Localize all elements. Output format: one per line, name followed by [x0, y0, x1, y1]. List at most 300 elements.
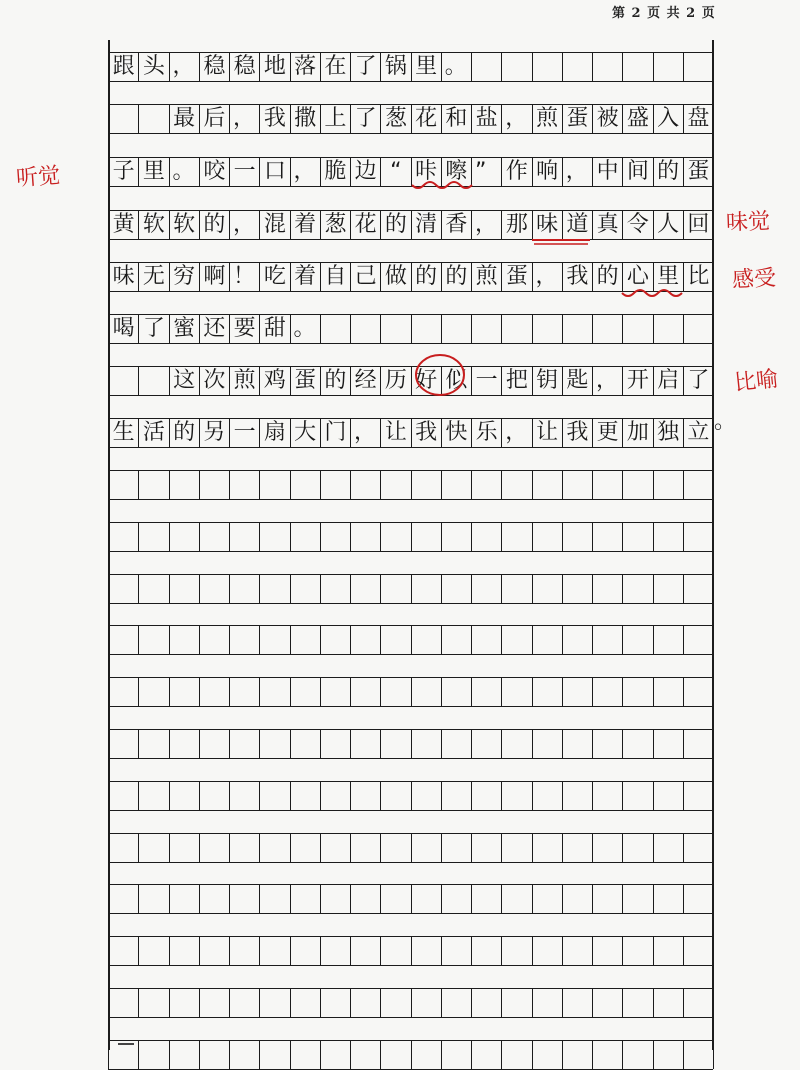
grid-cell [563, 730, 593, 758]
grid-cell [321, 626, 351, 654]
grid-cell [442, 471, 472, 499]
grid-row-empty [108, 833, 713, 863]
grid-cell: 扇 [260, 419, 290, 447]
grid-cell [170, 1041, 200, 1069]
grid-cell [563, 989, 593, 1017]
grid-cell: 了 [139, 315, 169, 343]
grid-row-empty [108, 988, 713, 1018]
grid-cell [533, 989, 563, 1017]
grid-cell [472, 315, 502, 343]
grid-cell [109, 678, 139, 706]
grid-cell [563, 885, 593, 913]
grid-cell [684, 678, 714, 706]
grid-cell: 软 [170, 211, 200, 239]
grid-cell: 令 [623, 211, 653, 239]
footer-tick [118, 1043, 134, 1051]
grid-cell [502, 523, 532, 551]
grid-cell: 一 [472, 367, 502, 395]
grid-cell: 蜜 [170, 315, 200, 343]
grid-cell [230, 885, 260, 913]
grid-cell [260, 782, 290, 810]
grid-cell [442, 523, 472, 551]
grid-cell [533, 53, 563, 81]
grid-cell [260, 471, 290, 499]
grid-cell [684, 523, 714, 551]
grid-cell: 后 [200, 105, 230, 133]
grid-cell [593, 834, 623, 862]
annotation-taste: 味觉 [725, 209, 771, 236]
grid-cell: 经 [351, 367, 381, 395]
grid-cell [139, 1041, 169, 1069]
grid-cell: 这 [170, 367, 200, 395]
grid-cell [533, 885, 563, 913]
grid-cell [351, 782, 381, 810]
grid-cell [230, 782, 260, 810]
grid-cell [472, 1041, 502, 1069]
grid-cell [291, 937, 321, 965]
grid-cell: 里 [654, 263, 684, 291]
grid-cell [381, 730, 411, 758]
grid-cell [321, 937, 351, 965]
grid-cell: ， [351, 419, 381, 447]
grid-cell [623, 782, 653, 810]
grid-cell: 好 [412, 367, 442, 395]
grid-cell [139, 989, 169, 1017]
grid-cell: ， [502, 419, 532, 447]
grid-cell [351, 523, 381, 551]
grid-cell [139, 885, 169, 913]
grid-cell [412, 782, 442, 810]
grid-cell [139, 367, 169, 395]
grid-cell [563, 471, 593, 499]
grid-cell: ， [170, 53, 200, 81]
grid-cell: 。 [442, 53, 472, 81]
grid-cell [381, 1041, 411, 1069]
grid-cell [593, 782, 623, 810]
annotation-metaphor: 比喻 [733, 366, 780, 397]
grid-cell [139, 782, 169, 810]
grid-cell: 了 [351, 105, 381, 133]
grid-cell: 煎 [230, 367, 260, 395]
grid-cell: 口 [260, 158, 290, 186]
grid-cell [230, 834, 260, 862]
grid-cell: 蛋 [291, 367, 321, 395]
grid-cell [593, 1041, 623, 1069]
grid-cell [412, 575, 442, 603]
grid-cell [321, 885, 351, 913]
grid-cell [472, 471, 502, 499]
grid-cell [623, 1041, 653, 1069]
grid-cell: 我 [412, 419, 442, 447]
grid-cell [472, 834, 502, 862]
grid-cell: 喝 [109, 315, 139, 343]
grid-cell [442, 575, 472, 603]
grid-cell: 乐 [472, 419, 502, 447]
grid-cell [654, 885, 684, 913]
grid-cell [623, 575, 653, 603]
grid-cell [200, 885, 230, 913]
grid-cell [442, 678, 472, 706]
grid-cell [502, 53, 532, 81]
grid-cell [502, 885, 532, 913]
grid-cell [533, 315, 563, 343]
grid-cell [291, 989, 321, 1017]
grid-cell [472, 782, 502, 810]
grid-cell [381, 471, 411, 499]
grid-cell: 加 [623, 419, 653, 447]
grid-cell: 让 [533, 419, 563, 447]
grid-cell [502, 782, 532, 810]
grid-cell: 锅 [381, 53, 411, 81]
grid-cell: 穷 [170, 263, 200, 291]
grid-cell: 作 [502, 158, 532, 186]
grid-cell [139, 678, 169, 706]
grid-cell [442, 782, 472, 810]
grid-cell: 一 [230, 419, 260, 447]
grid-cell: 的 [381, 211, 411, 239]
grid-cell [139, 523, 169, 551]
grid-cell [381, 937, 411, 965]
grid-cell [623, 315, 653, 343]
grid-cell [200, 730, 230, 758]
grid-cell [200, 523, 230, 551]
grid-cell [593, 937, 623, 965]
grid-cell: 脆 [321, 158, 351, 186]
grid-cell [291, 885, 321, 913]
grid-cell: 葱 [321, 211, 351, 239]
grid-cell: 嚓 [442, 158, 472, 186]
grid-row-empty [108, 522, 713, 552]
grid-cell: 混 [260, 211, 290, 239]
grid-cell: 我 [563, 263, 593, 291]
grid-row-empty [108, 884, 713, 914]
grid-cell [230, 937, 260, 965]
grid-cell [472, 730, 502, 758]
grid-cell [442, 937, 472, 965]
grid-cell [139, 626, 169, 654]
grid-cell [472, 626, 502, 654]
grid-cell [563, 937, 593, 965]
grid-cell: 我 [563, 419, 593, 447]
grid-cell [472, 575, 502, 603]
grid-cell: 把 [502, 367, 532, 395]
grid-cell [200, 989, 230, 1017]
grid-cell [109, 730, 139, 758]
grid-cell: 在 [321, 53, 351, 81]
grid-cell: 盐 [472, 105, 502, 133]
grid-cell [593, 471, 623, 499]
grid-cell [230, 1041, 260, 1069]
grid-cell [200, 937, 230, 965]
grid-cell [351, 315, 381, 343]
grid-cell: 让 [381, 419, 411, 447]
grid-cell [139, 105, 169, 133]
grid-cell [623, 678, 653, 706]
grid-cell [200, 575, 230, 603]
grid-cell [351, 575, 381, 603]
grid-cell [442, 1041, 472, 1069]
grid-cell [654, 575, 684, 603]
grid-cell [563, 626, 593, 654]
grid-cell [381, 315, 411, 343]
grid-cell [684, 730, 714, 758]
grid-cell [412, 523, 442, 551]
grid-cell [502, 575, 532, 603]
grid-cell [321, 1041, 351, 1069]
grid-cell [472, 53, 502, 81]
grid-cell [381, 575, 411, 603]
grid-cell [351, 626, 381, 654]
grid-cell [563, 523, 593, 551]
grid-cell [442, 626, 472, 654]
grid-cell [170, 989, 200, 1017]
grid-cell: ， [533, 263, 563, 291]
grid-cell [442, 834, 472, 862]
grid-cell [291, 782, 321, 810]
grid-cell: 的 [412, 263, 442, 291]
grid-cell [381, 782, 411, 810]
grid-cell [563, 1041, 593, 1069]
grid-cell: 咬 [200, 158, 230, 186]
grid-cell [412, 626, 442, 654]
grid-cell: 自 [321, 263, 351, 291]
grid-cell: 了 [684, 367, 714, 395]
grid-cell: 历 [381, 367, 411, 395]
grid-cell [654, 1041, 684, 1069]
grid-cell [291, 523, 321, 551]
grid-cell [623, 834, 653, 862]
grid-cell [139, 471, 169, 499]
grid-cell: 。 [291, 315, 321, 343]
grid-cell: 地 [260, 53, 290, 81]
grid-cell [321, 678, 351, 706]
grid-cell: 蛋 [684, 158, 714, 186]
annotation-feeling: 感受 [731, 265, 777, 294]
grid-cell: 甜 [260, 315, 290, 343]
grid-cell [502, 834, 532, 862]
grid-cell [321, 575, 351, 603]
grid-cell [230, 989, 260, 1017]
grid-cell [684, 834, 714, 862]
grid-cell [170, 523, 200, 551]
grid-cell [623, 523, 653, 551]
grid-row-written [108, 157, 713, 187]
grid-cell: 撒 [291, 105, 321, 133]
grid-cell: ” [472, 158, 502, 186]
grid-cell: 盛 [623, 105, 653, 133]
grid-cell [593, 678, 623, 706]
grid-cell: 回 [684, 211, 714, 239]
grid-cell: 和 [442, 105, 472, 133]
grid-cell [502, 678, 532, 706]
grid-row-empty [108, 470, 713, 500]
grid-cell: ， [472, 211, 502, 239]
grid-cell [291, 1041, 321, 1069]
grid-cell: 还 [200, 315, 230, 343]
grid-cell [381, 626, 411, 654]
grid-cell [351, 471, 381, 499]
grid-cell [593, 53, 623, 81]
grid-cell: 花 [351, 211, 381, 239]
grid-cell [230, 730, 260, 758]
grid-cell [109, 782, 139, 810]
grid-cell: 立 [684, 419, 714, 447]
grid-cell [502, 989, 532, 1017]
grid-cell [381, 834, 411, 862]
grid-cell [170, 885, 200, 913]
grid-cell [200, 678, 230, 706]
grid-cell [442, 885, 472, 913]
grid-cell: 匙 [563, 367, 593, 395]
grid-cell: 道 [563, 211, 593, 239]
grid-cell: 真 [593, 211, 623, 239]
grid-cell [291, 575, 321, 603]
grid-row-empty [108, 625, 713, 655]
grid-cell: 味 [109, 263, 139, 291]
grid-cell [623, 626, 653, 654]
grid-cell [412, 834, 442, 862]
grid-cell: 边 [351, 158, 381, 186]
grid-cell: 人 [654, 211, 684, 239]
grid-cell [260, 678, 290, 706]
grid-cell [563, 834, 593, 862]
grid-cell [230, 575, 260, 603]
grid-cell [321, 523, 351, 551]
annotation-hearing: 听觉 [15, 163, 61, 192]
grid-cell [623, 937, 653, 965]
grid-cell [684, 989, 714, 1017]
grid-cell: 那 [502, 211, 532, 239]
grid-cell: 盘 [684, 105, 714, 133]
grid-cell [200, 782, 230, 810]
grid-cell [654, 730, 684, 758]
grid-cell [623, 885, 653, 913]
grid-cell [260, 730, 290, 758]
grid-cell: 花 [412, 105, 442, 133]
grid-cell: 做 [381, 263, 411, 291]
grid-cell [170, 834, 200, 862]
grid-cell [381, 523, 411, 551]
grid-cell [321, 989, 351, 1017]
grid-cell: 煎 [533, 105, 563, 133]
grid-cell: 启 [654, 367, 684, 395]
grid-cell [442, 989, 472, 1017]
grid-cell [109, 523, 139, 551]
grid-row-empty [108, 1040, 713, 1070]
grid-cell [533, 471, 563, 499]
grid-cell: 。 [170, 158, 200, 186]
grid-cell [170, 678, 200, 706]
grid-cell: 香 [442, 211, 472, 239]
grid-cell [109, 937, 139, 965]
grid-cell [533, 523, 563, 551]
grid-cell: 似 [442, 367, 472, 395]
grid-cell [684, 885, 714, 913]
grid-cell [533, 834, 563, 862]
grid-cell [109, 367, 139, 395]
grid-cell [654, 678, 684, 706]
grid-cell: 无 [139, 263, 169, 291]
grid-cell [563, 782, 593, 810]
grid-cell [230, 471, 260, 499]
grid-cell: 咔 [412, 158, 442, 186]
grid-cell [593, 885, 623, 913]
grid-cell: 鸡 [260, 367, 290, 395]
grid-cell [200, 834, 230, 862]
grid-cell [684, 782, 714, 810]
grid-cell [502, 1041, 532, 1069]
grid-cell: 了 [351, 53, 381, 81]
grid-cell: 蛋 [563, 105, 593, 133]
grid-cell [139, 937, 169, 965]
grid-cell [623, 989, 653, 1017]
grid-cell: 次 [200, 367, 230, 395]
grid-cell: 蛋 [502, 263, 532, 291]
grid-cell [502, 730, 532, 758]
grid-cell [200, 1041, 230, 1069]
grid-cell [321, 730, 351, 758]
grid-row-empty [108, 936, 713, 966]
grid-cell [321, 315, 351, 343]
grid-cell: ， [291, 158, 321, 186]
grid-cell [412, 937, 442, 965]
grid-cell [533, 1041, 563, 1069]
grid-row-written [108, 262, 713, 292]
grid-cell: ， [230, 211, 260, 239]
grid-cell: 开 [623, 367, 653, 395]
grid-cell: 比 [684, 263, 714, 291]
grid-cell [109, 834, 139, 862]
grid-cell [291, 471, 321, 499]
grid-cell [593, 523, 623, 551]
grid-cell: 落 [291, 53, 321, 81]
grid-cell [109, 989, 139, 1017]
grid-cell [170, 782, 200, 810]
grid-cell [200, 626, 230, 654]
grid-cell [200, 471, 230, 499]
grid-cell [533, 626, 563, 654]
grid-cell [533, 575, 563, 603]
grid-cell [109, 626, 139, 654]
grid-cell: 稳 [200, 53, 230, 81]
grid-cell [170, 575, 200, 603]
grid-cell: 中 [593, 158, 623, 186]
grid-cell [654, 626, 684, 654]
grid-row-empty [108, 729, 713, 759]
grid-cell [533, 678, 563, 706]
grid-cell [412, 989, 442, 1017]
grid-cell: 大 [291, 419, 321, 447]
grid-cell: 要 [230, 315, 260, 343]
grid-cell: 头 [139, 53, 169, 81]
grid-cell: 煎 [472, 263, 502, 291]
grid-cell [412, 1041, 442, 1069]
grid-cell [654, 315, 684, 343]
grid-cell [502, 315, 532, 343]
grid-cell [533, 730, 563, 758]
grid-cell: 的 [442, 263, 472, 291]
overflow-period: 。 [714, 409, 737, 434]
grid-cell [351, 937, 381, 965]
grid-row-empty [108, 677, 713, 707]
grid-cell [684, 1041, 714, 1069]
grid-cell [351, 730, 381, 758]
grid-cell: 上 [321, 105, 351, 133]
grid-cell: 葱 [381, 105, 411, 133]
grid-cell [170, 471, 200, 499]
grid-cell: 门 [321, 419, 351, 447]
grid-cell [502, 937, 532, 965]
